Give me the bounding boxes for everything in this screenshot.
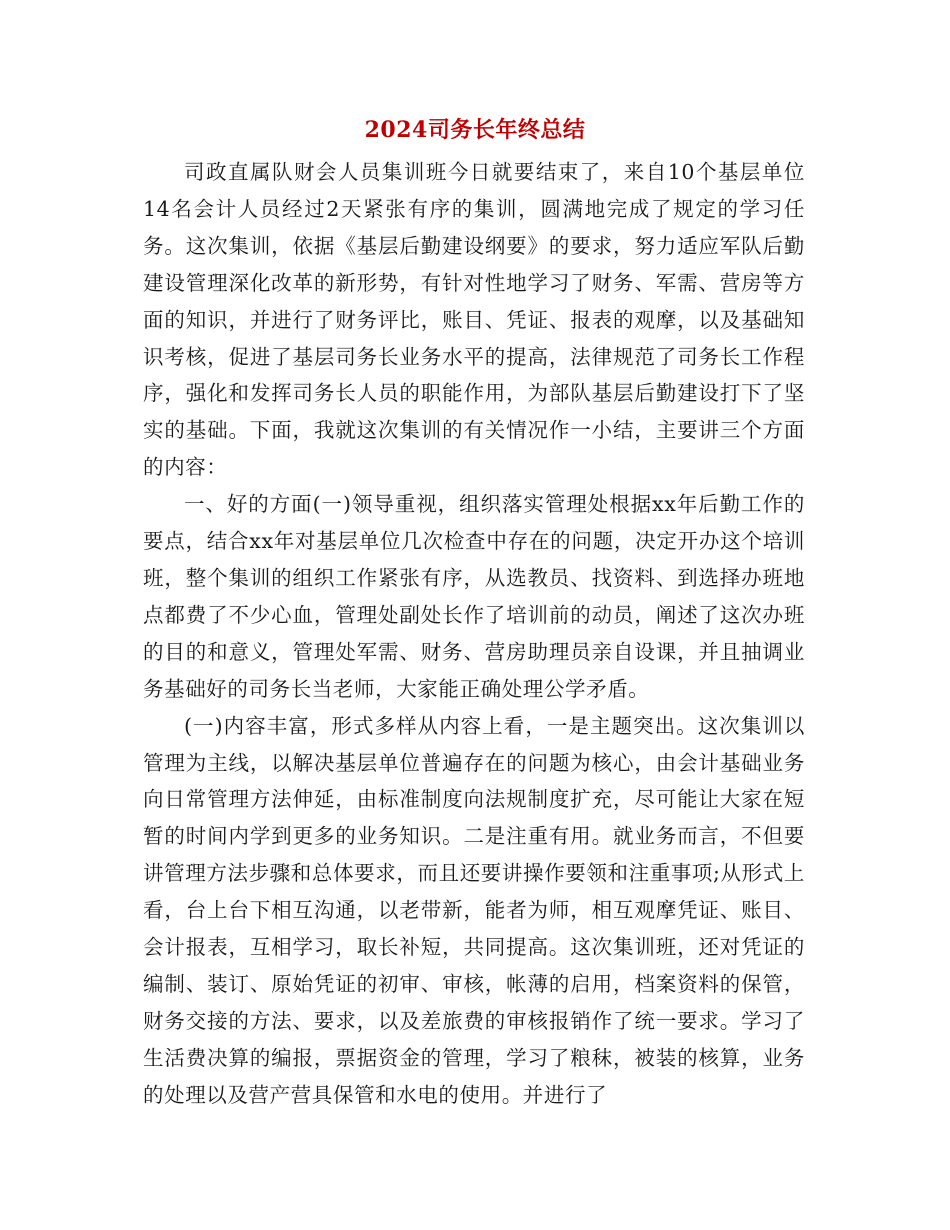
paragraph-1: 司政直属队财会人员集训班今日就要结束了，来自10个基层单位14名会计人员经过2天紧张有序的集训，圆满地完成了规定的学习任务。这次集训，依据《基层后勤建设纲要》的要求，努力适应军队后勤建设管理深化改革的新形势，有针对性地学习了财务、军需、营房等方面的知识，并进行了财务评比，账目、凭证、报表的观摩，以及基础知识考核，促进了基层司务长业务水平的提高，法律规范了司务长工作程序，强化和发挥司务长人员的职能作用，为部队基层后勤建设打下了坚实的基础。下面，我就这次集训的有关情况作一小结，主要讲三个方面的内容： <box>143 160 805 480</box>
document-title: 2024司务长年终总结 <box>364 117 586 143</box>
document-body <box>143 154 805 1114</box>
paragraph-2: 一、好的方面(一)领导重视，组织落实管理处根据xx年后勤工作的要点，结合xx年对基层单位几次检查中存在的问题，决定开办这个培训班，整个集训的组织工作紧张有序，从选教员、找资料、到选择办班地点都费了不少心血，管理处副处长作了培训前的动员，阐述了这次办班的目的和意义，管理处军需、财务、营房助理员亲自设课，并且抽调业务基础好的司务长当老师，大家能正确处理公学矛盾。 <box>143 492 805 701</box>
paragraph-3: (一)内容丰富，形式多样从内容上看，一是主题突出。这次集训以管理为主线，以解决基层单位普遍存在的问题为核心，由会计基础业务向日常管理方法伸延，由标准制度向法规制度扩充，尽可能让大家在短暂的时间内学到更多的业务知识。二是注重有用。就业务而言，不但要讲管理方法步骤和总体要求，而且还要讲操作要领和注重事项;从形式上看，台上台下相互沟通，以老带新，能者为师，相互观摩凭证、账目、会计报表，互相学习，取长补短，共同提高。这次集训班，还对凭证的编制、装订、原始凭证的初审、审核，帐薄的启用，档案资料的保管，财务交接的方法、要求，以及差旅费的审核报销作了统一要求。学习了生活费决算的编报，票据资金的管理，学习了粮秣，被装的核算，业务的处理以及营产营具保管和水电的使用。并进行了 <box>143 713 805 1107</box>
